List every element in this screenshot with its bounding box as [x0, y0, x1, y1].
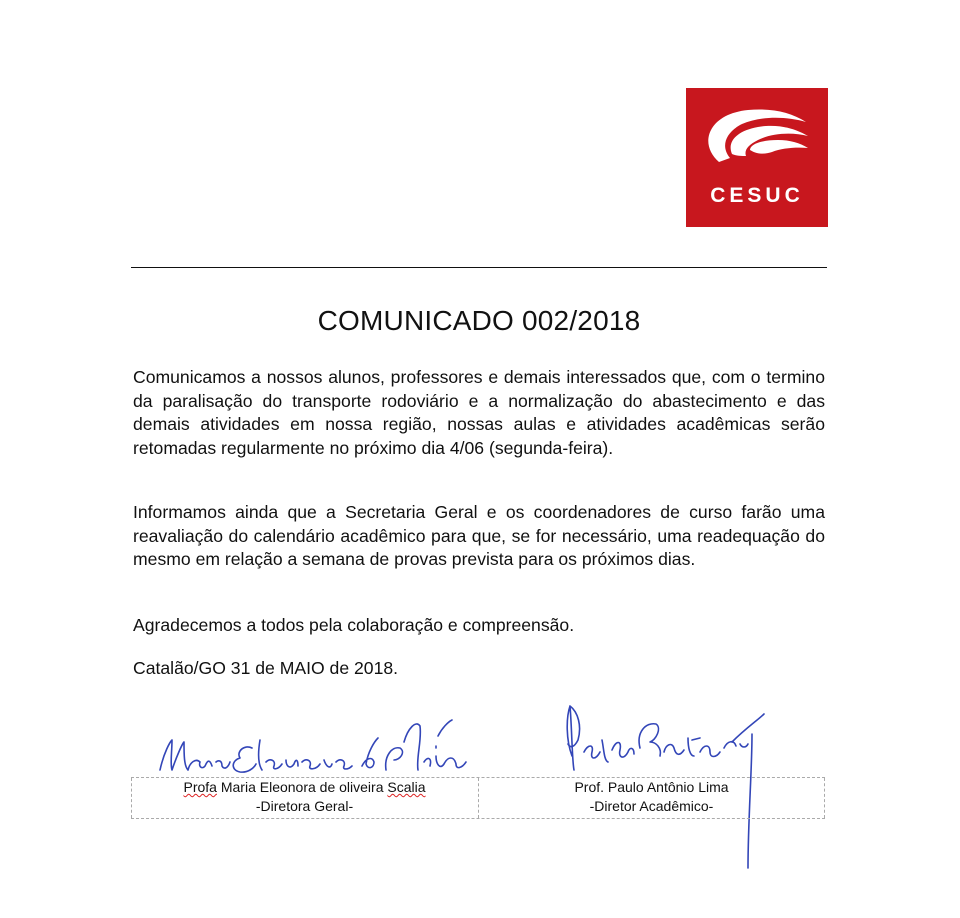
signatory-name-1 — [131, 778, 478, 797]
name-suffix: Scalia — [387, 779, 426, 795]
paragraph-announcement: Comunicamos a nossos alunos, professores e demais interessados que, com o termino da paralisação do transporte rodoviário e a normalização do abastecimento e das demais atividades em nossa região, nossas aulas e atividades acadêmicas serão retomadas regularmente no próximo dia 4/06 (segunda-feira). — [133, 367, 825, 458]
name-middle: Maria Eleonora de oliveira — [216, 779, 388, 795]
signatory-name-2: Prof. Paulo Antônio Lima — [574, 779, 729, 795]
signatory-role-2: -Diretor Acadêmico- — [589, 798, 714, 814]
signature-maria-eleonora — [160, 720, 466, 772]
signatory-role-1: -Diretora Geral- — [255, 798, 354, 814]
paragraph-thanks: Agradecemos a todos pela colaboração e compreensão. — [133, 615, 575, 635]
document-title: COMUNICADO 002/2018 — [317, 305, 641, 336]
paragraph-date-place: Catalão/GO 31 de MAIO de 2018. — [133, 658, 399, 678]
logo-text: CESUC — [710, 184, 804, 207]
name-prefix: Profa — [183, 779, 217, 795]
paragraph-calendar: Informamos ainda que a Secretaria Geral e os coordenadores de curso farão uma reavaliação do calendário acadêmico para que, se for necessário, uma readequação do mesmo em relação a semana de provas prevista para os próximos dias. — [133, 502, 825, 569]
